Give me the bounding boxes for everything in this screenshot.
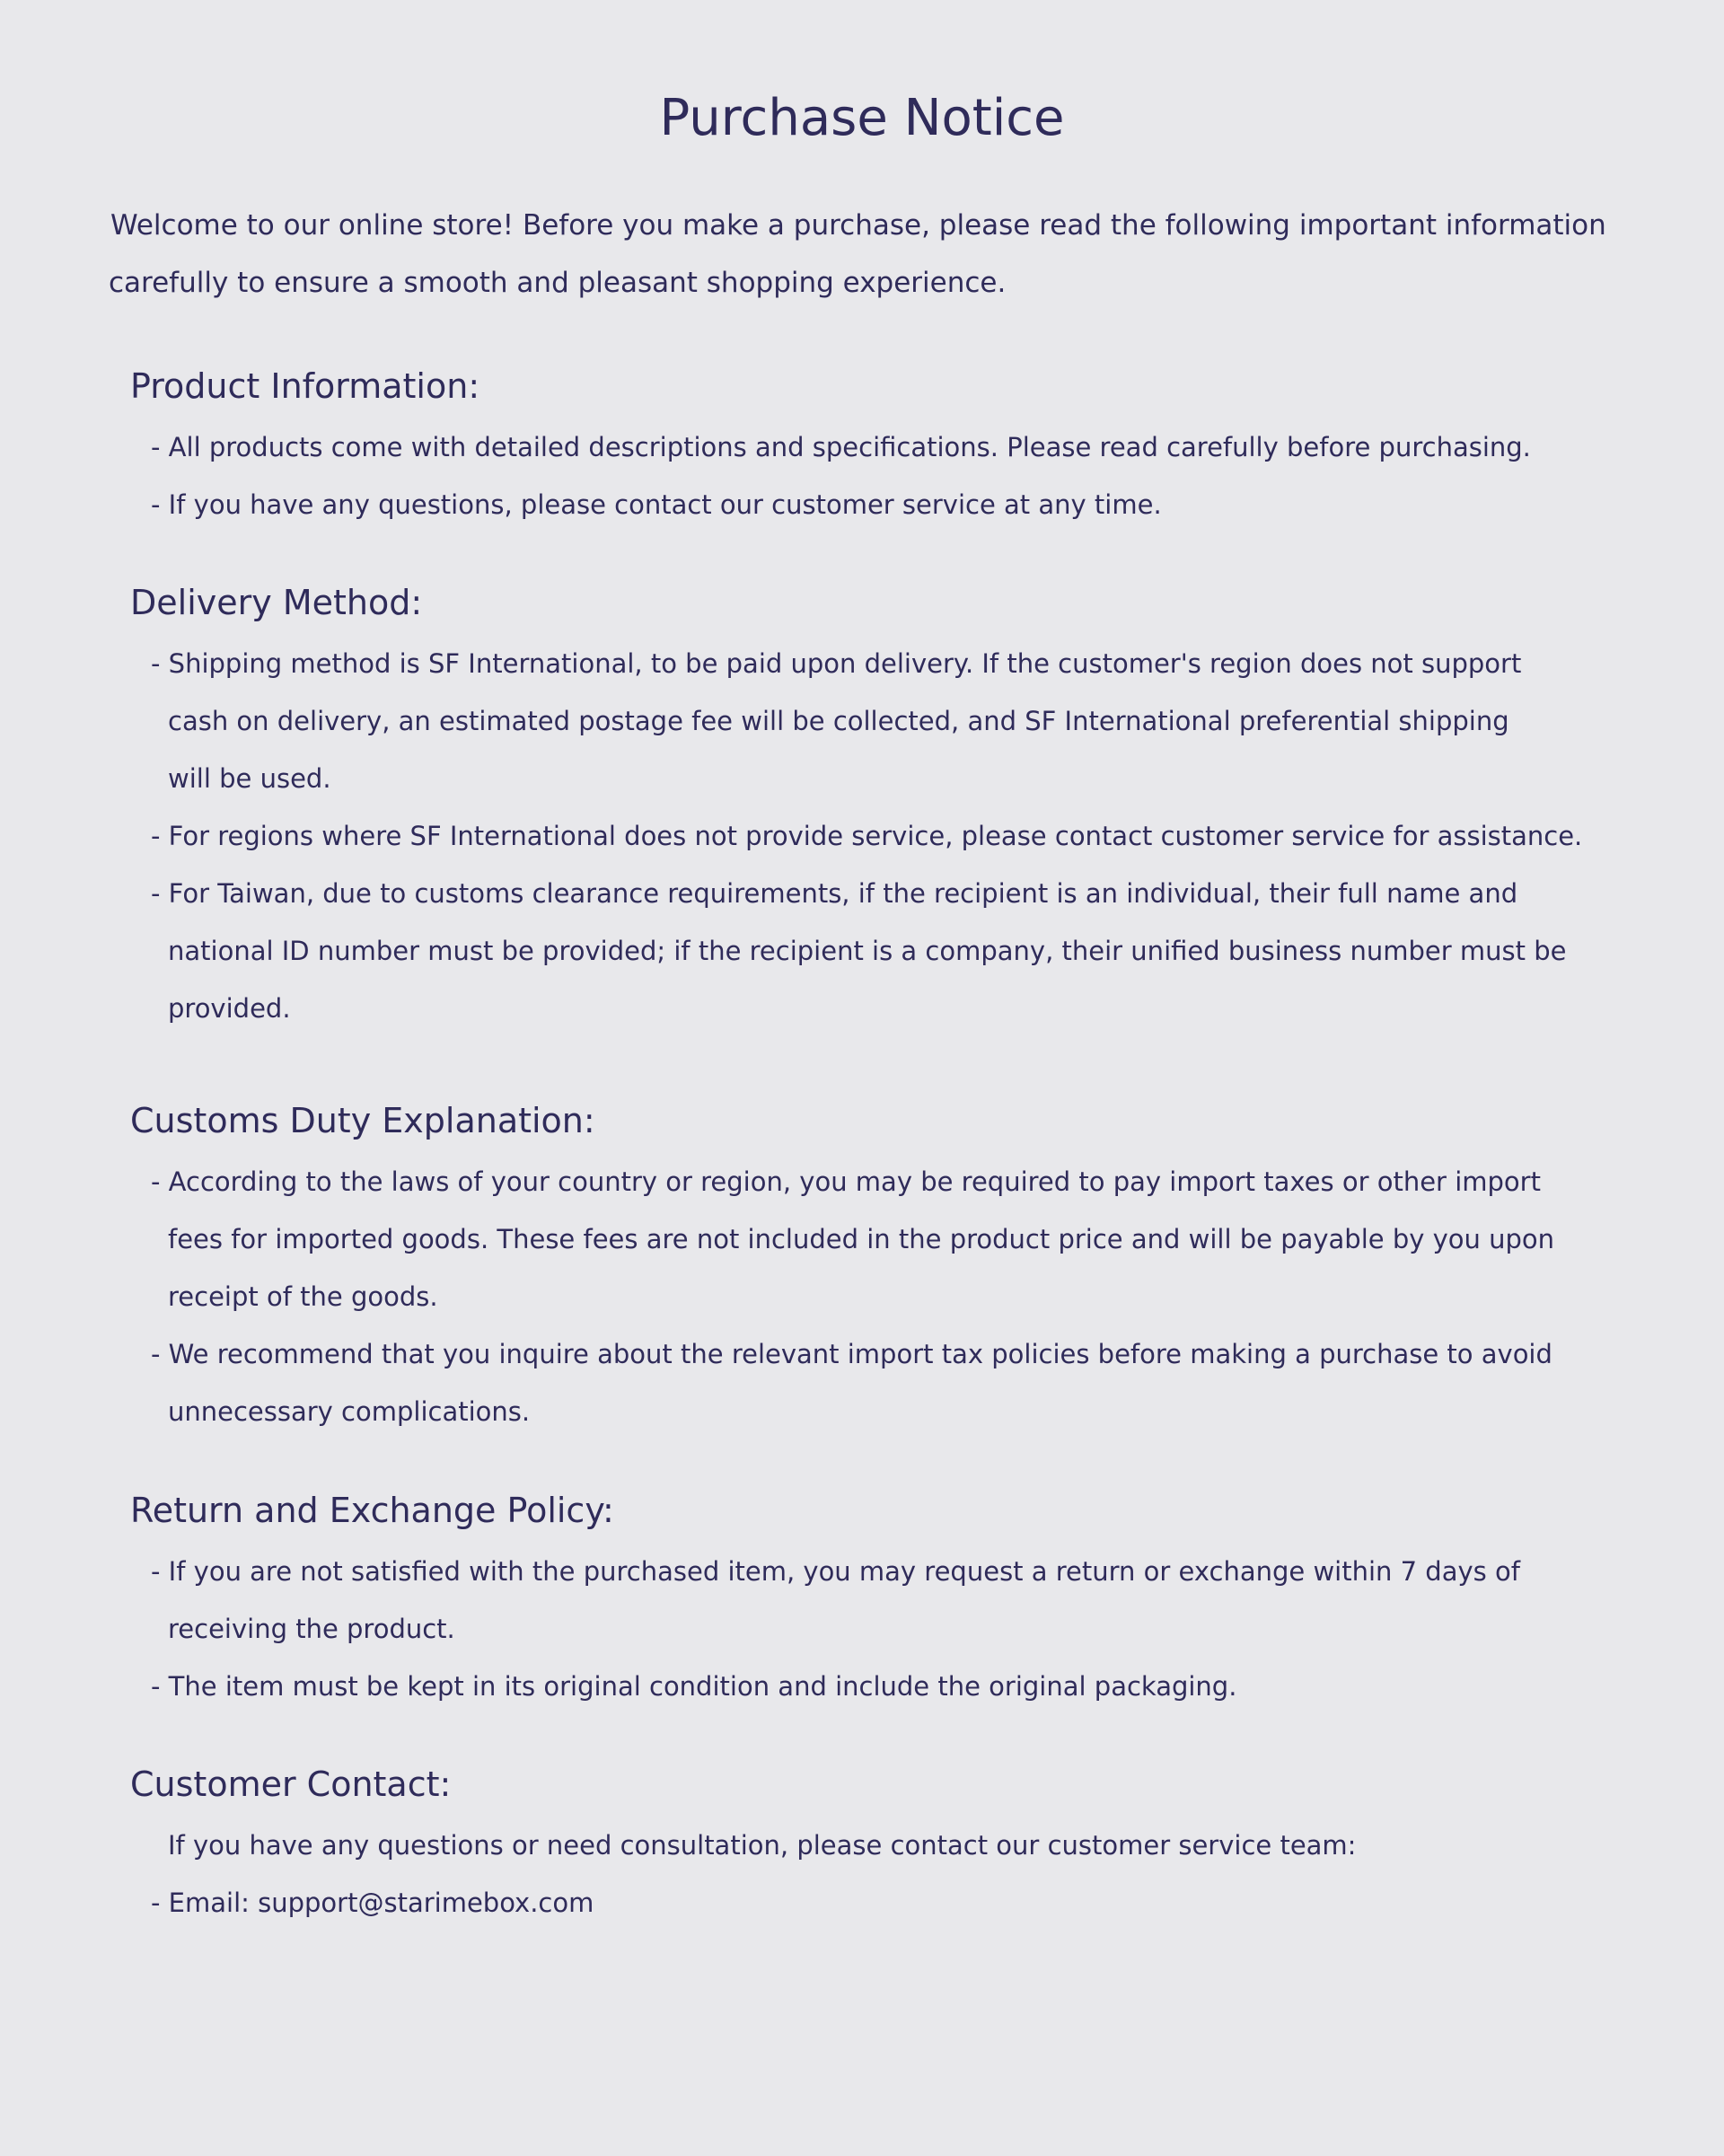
list-item: - We recommend that you inquire about the relevant import tax policies before making a purchase to avoid — [151, 1339, 1552, 1369]
list-item: - For regions where SF International does not provide service, please contact customer service for assistance. — [151, 821, 1583, 851]
list-item: - For Taiwan, due to customs clearance requirements, if the recipient is an individual, their full name and — [151, 878, 1518, 909]
list-item-continued: receiving the product. — [168, 1614, 455, 1644]
list-item: - If you are not satisfied with the purchased item, you may request a return or exchange within 7 days of — [151, 1556, 1520, 1587]
contact-intro: If you have any questions or need consultation, please contact our customer service team: — [168, 1830, 1357, 1861]
list-item: - The item must be kept in its original condition and include the original packaging. — [151, 1671, 1237, 1702]
section-heading: Customs Duty Explanation: — [130, 1101, 595, 1140]
section-heading: Product Information: — [130, 366, 480, 406]
list-item-continued: will be used. — [168, 763, 331, 794]
section-heading: Delivery Method: — [130, 583, 423, 622]
list-item-continued: provided. — [168, 993, 291, 1024]
list-item-continued: national ID number must be provided; if the recipient is a company, their unified business number must be — [168, 936, 1567, 966]
list-item-continued: fees for imported goods. These fees are not included in the product price and will be payable by you upon — [168, 1224, 1555, 1254]
list-item: - According to the laws of your country or region, you may be required to pay import taxes or other import — [151, 1166, 1541, 1197]
page-title: Purchase Notice — [659, 89, 1065, 147]
contact-email: - Email: support@starimebox.com — [151, 1888, 594, 1918]
intro-line: carefully to ensure a smooth and pleasant shopping experience. — [109, 267, 1007, 299]
list-item: - All products come with detailed descriptions and specifications. Please read carefully before purchasing. — [151, 432, 1531, 462]
list-item-continued: cash on delivery, an estimated postage fee will be collected, and SF International preferential shipping — [168, 706, 1509, 736]
list-item: - Shipping method is SF International, to be paid upon delivery. If the customer's region does not support — [151, 648, 1522, 679]
list-item-continued: receipt of the goods. — [168, 1281, 438, 1312]
section-heading: Return and Exchange Policy: — [130, 1491, 614, 1530]
section-heading: Customer Contact: — [130, 1764, 452, 1804]
list-item: - If you have any questions, please contact our customer service at any time. — [151, 489, 1162, 520]
list-item-continued: unnecessary complications. — [168, 1396, 531, 1427]
intro-line: Welcome to our online store! Before you make a purchase, please read the following important information — [110, 209, 1606, 242]
